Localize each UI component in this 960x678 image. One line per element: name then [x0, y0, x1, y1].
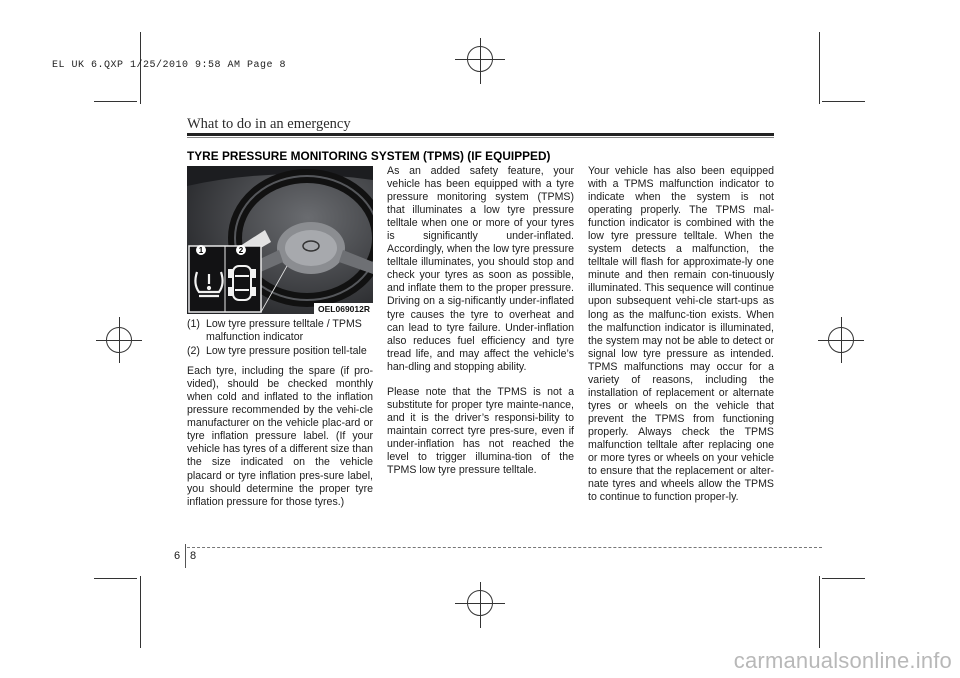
list-item-text: Low tyre pressure position tell-tale	[206, 345, 367, 358]
marker-2-label: 2	[238, 246, 244, 255]
crop-mark	[94, 578, 137, 579]
crop-mark	[140, 576, 141, 648]
footer-divider	[185, 544, 186, 568]
column-1	[187, 318, 373, 509]
paragraph-tpms-note: Please note that the TPMS is not a substitute for proper tyre mainte-nance, and it is the driver’s responsi-bility to maintain correct tyre pres-sure, even if under-inflation has not reached the level to trigger illumina-tion of the TPMS low tyre pressure telltale.	[387, 385, 574, 477]
list-item	[187, 345, 373, 358]
dashboard-illustration	[187, 166, 373, 314]
footer-rule	[187, 547, 822, 548]
watermark-text: carmanualsonline.info	[733, 648, 952, 673]
list-item	[187, 318, 373, 344]
paragraph-tyre-check: Each tyre, including the spare (if pro-vided), should be checked monthly when cold and inflated to the inflation pressure recommended by the vehi-cle manufacturer on the vehicle plac-ard or tyre inflation pressure label. (If your vehicle has tyres of a different size than the size indicated on the vehicle placard or tyre inflation pres-sure label, you should determine the proper tyre inflation pressure for those tyres.)	[187, 365, 373, 508]
crop-mark	[822, 578, 865, 579]
list-item-number: (2)	[187, 345, 200, 358]
print-slug: EL UK 6.QXP 1/25/2010 9:58 AM Page 8	[52, 60, 287, 71]
crop-mark	[819, 576, 820, 648]
page-number: 8	[190, 550, 197, 562]
paragraph-safety-feature: As an added safety feature, your vehicle has been equipped with a tyre pressure monitoring system (TPMS) that illuminates a low tyre pressure telltale when one or more of your tyres is significantly under-inflated. Accordingly, when the low tyre pressure telltale illuminates, you should stop and check your tyres as soon as possible, and inflate them to the proper pressure. Driving on a sig-nificantly under-inflated tyre causes the tyre to overheat and can lead to tyre failure. Under-inflation also reduces fuel efficiency and tyre tread life, and may affect the vehicle’s han-dling and stopping ability.	[387, 165, 574, 373]
paragraph-malfunction-indicator: Your vehicle has also been equipped with a TPMS malfunction indicator to indicate when the system is not operating properly. The TPMS mal-function indicator is combined with the low tyre pressure telltale. When the system detects a malfunction, the telltale will flash for approximate-ly one minute and then remain con-tinuously illuminated. This sequence will continue upon subsequent vehi-cle start-ups as long as the malfunc-tion exists. When the malfunction indicator is illuminated, the system may not be able to detect or signal low tyre pressure as intended. TPMS malfunctions may occur for a variety of reasons, including the installation of replacement or alternate tyres or wheels on the vehicle that prevent the TPMS from functioning properly. Always check the TPMS malfunction telltale after replacing one or more tyres or wheels on your vehicle to ensure that the replacement or alter-nate tyres and wheels allow the TPMS to continue to function proper-ly.	[588, 165, 774, 504]
column-2	[387, 165, 574, 477]
page-chapter-number: 6	[174, 550, 181, 562]
list-item-number: (1)	[187, 318, 200, 330]
column-3	[588, 165, 774, 504]
section-title: TYRE PRESSURE MONITORING SYSTEM (TPMS) (IF EQUIPPED)	[187, 149, 551, 163]
header-rule-thin	[187, 137, 774, 138]
figure-caption: OEL069012R	[314, 303, 373, 314]
list-item-text: Low tyre pressure telltale / TPMS malfunction indicator	[206, 318, 362, 344]
crop-mark	[822, 101, 865, 102]
chapter-header-title: What to do in an emergency	[187, 116, 351, 132]
marker-1-label: 1	[198, 246, 204, 255]
crop-mark	[819, 32, 820, 104]
header-rule	[187, 133, 774, 136]
dashboard-figure	[187, 166, 373, 314]
crop-mark	[94, 101, 137, 102]
